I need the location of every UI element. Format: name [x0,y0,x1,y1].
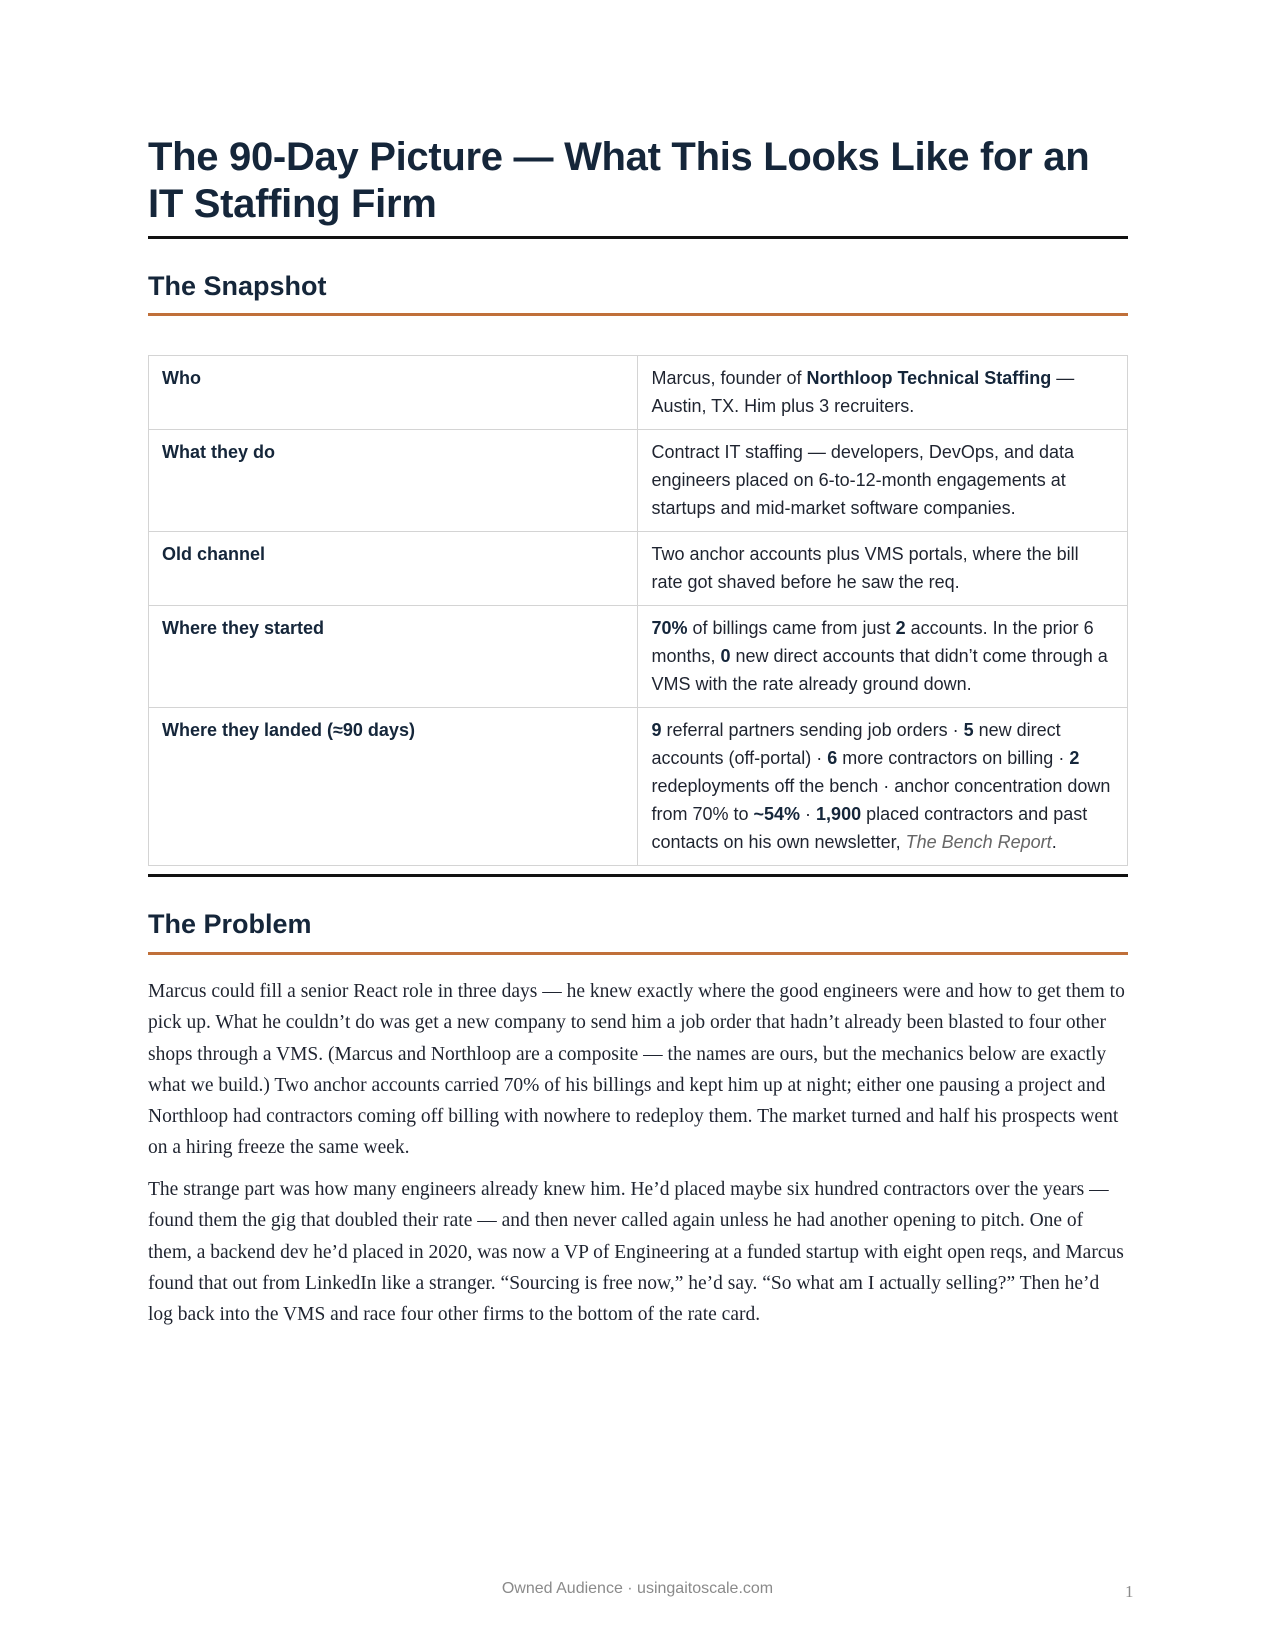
problem-heading-rule [148,952,1128,955]
row-label: Old channel [149,532,638,606]
snapshot-table [148,355,1128,866]
problem-paragraph: Marcus could fill a senior React role in three days — he knew exactly where the good engineers were and how to get them to pick up. What he couldn’t do was get a new company to send him a job order that hadn’t already been blasted to four other shops through a VMS. (Marcus and Northloop are a composite — the names are ours, but the mechanics below are exactly what we build.) Two anchor accounts carried 70% of his billings and kept him up at night; either one pausing a project and Northloop had contractors coming off billing with nowhere to redeploy them. The market turned and half his prospects went on a hiring freeze the same week. [148,981,1125,1159]
row-value: Contract IT staffing — developers, DevOps, and data engineers placed on 6-to-12-month engagements at startups and mid-market software companies. [638,430,1128,532]
row-label: Who [149,356,638,430]
page-footer: Owned Audience · usingaitoscale.com [501,1580,774,1597]
snapshot-heading-rule [148,313,1128,316]
section-divider [148,874,1128,877]
page-number: 1 [1125,1582,1134,1601]
table-row [149,356,1128,430]
snapshot-heading: The Snapshot [148,271,327,301]
document-title: The 90-Day Picture — What This Looks Like for an IT Staffing Firm [148,135,1090,226]
row-value: Two anchor accounts plus VMS portals, where the bill rate got shaved before he saw the req. [638,532,1128,606]
table-row [149,708,1128,866]
table-row [149,430,1128,532]
row-value: 9 referral partners sending job orders · 5 new direct accounts (off-portal) · 6 more contractors on billing · 2 redeployments off the bench · anchor concentration down from 70% to ~54% · 1,900 placed contractors and past contacts on his own newsletter, The Bench Report. [638,708,1128,866]
row-label: What they do [149,430,638,532]
table-row [149,606,1128,708]
problem-heading: The Problem [148,909,312,939]
row-value: 70% of billings came from just 2 accounts. In the prior 6 months, 0 new direct accounts that didn’t come through a VMS with the rate already ground down. [638,606,1128,708]
problem-paragraph: The strange part was how many engineers already knew him. He’d placed maybe six hundred contractors over the years — found them the gig that doubled their rate — and then never called again unless he had another opening to pitch. One of them, a backend dev he’d placed in 2020, was now a VP of Engineering at a funded startup with eight open reqs, and Marcus found that out from LinkedIn like a stranger. “Sourcing is free now,” he’d say. “So what am I actually selling?” Then he’d log back into the VMS and race four other firms to the bottom of the rate card. [148,1179,1124,1326]
title-divider [148,236,1128,239]
row-label: Where they started [149,606,638,708]
table-row [149,532,1128,606]
row-value: Marcus, founder of Northloop Technical Staffing — Austin, TX. Him plus 3 recruiters. [638,356,1128,430]
row-label: Where they landed (≈90 days) [149,708,638,866]
